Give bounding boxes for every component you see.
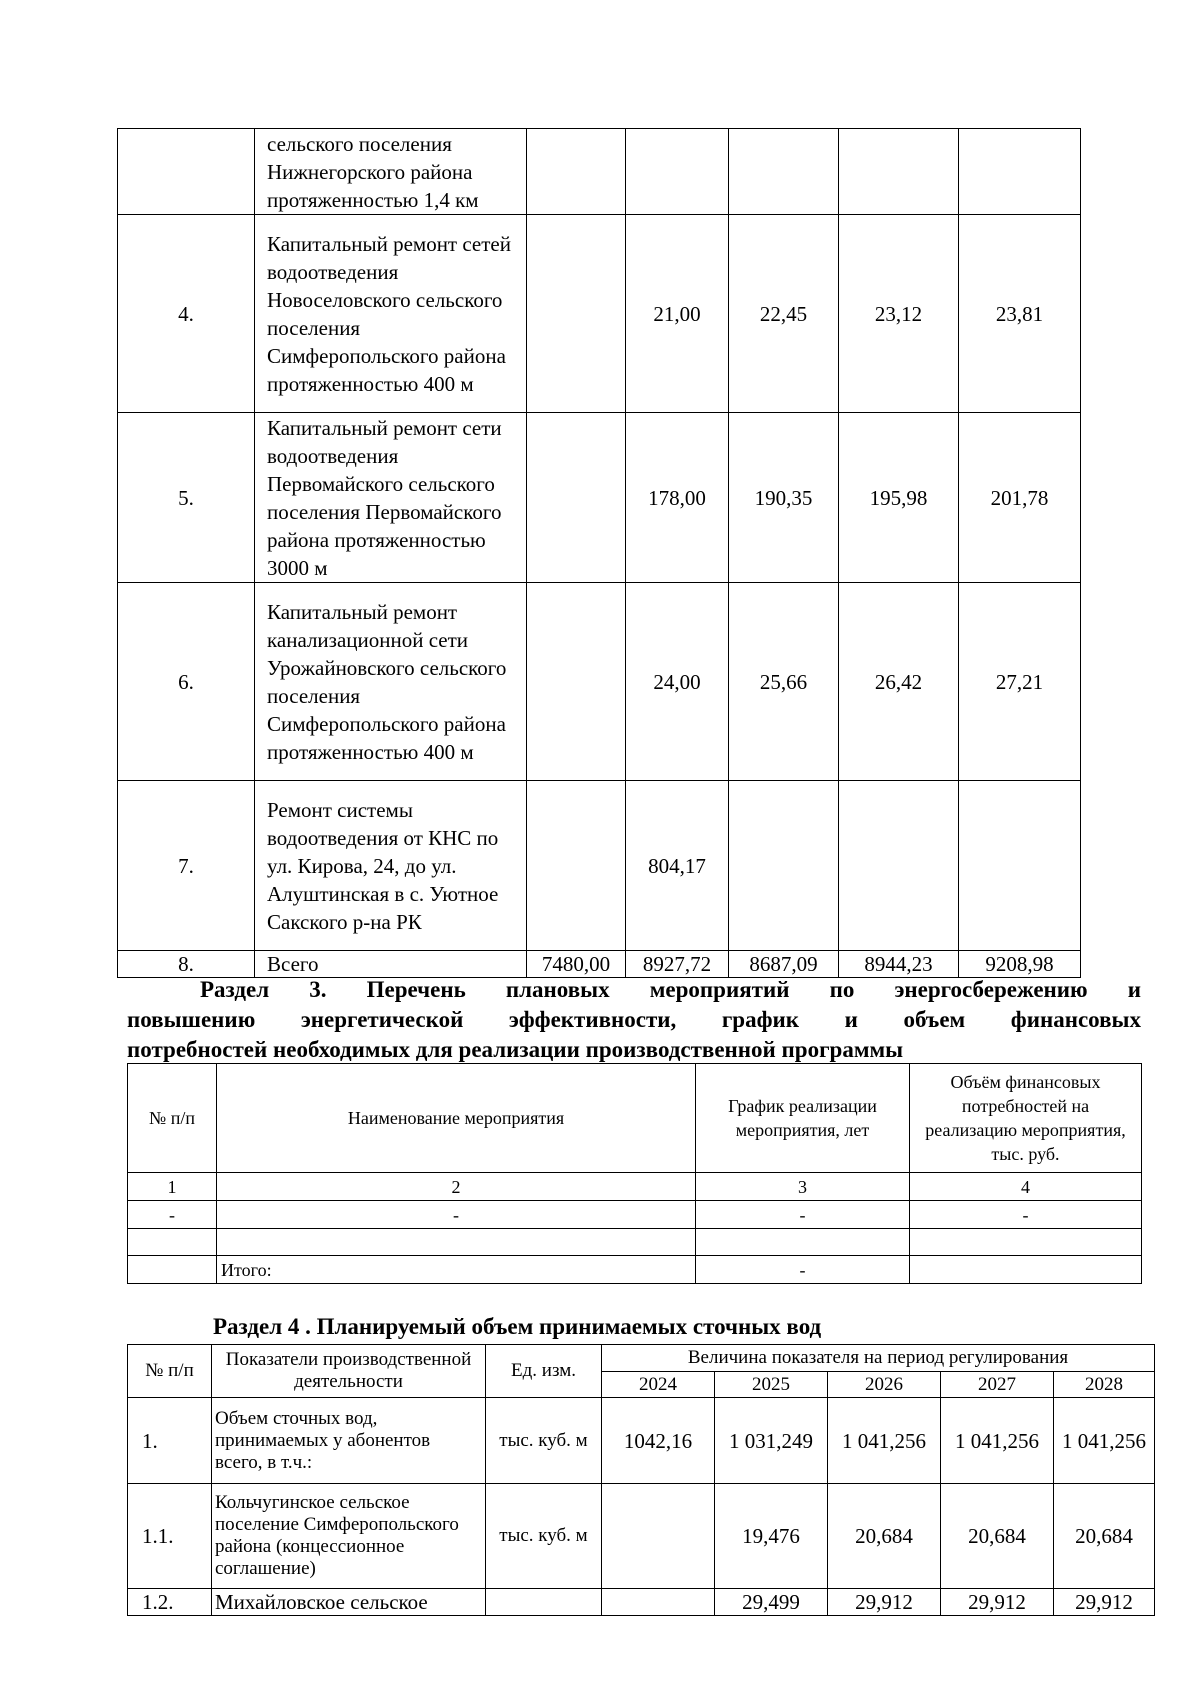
total-label: Итого: <box>217 1256 696 1284</box>
cell-value <box>527 215 626 413</box>
cell-value: 26,42 <box>839 583 959 781</box>
cell-value <box>959 129 1081 215</box>
row-number: 4. <box>118 215 255 413</box>
cell-value: 21,00 <box>626 215 729 413</box>
section3-heading <box>127 975 1141 1065</box>
table-row <box>128 1484 1155 1589</box>
header-finance: Объём финансовых потребностей на реализацию мероприятия, тыс. руб. <box>910 1064 1142 1173</box>
cell-value: 190,35 <box>729 413 839 583</box>
cell-value <box>602 1589 715 1616</box>
cell-dash: - <box>696 1256 910 1284</box>
cell-value: 1 031,249 <box>715 1398 828 1484</box>
cell-value: 195,98 <box>839 413 959 583</box>
cell-value: 19,476 <box>715 1484 828 1589</box>
cell-value <box>527 129 626 215</box>
cell-dash: - <box>910 1201 1142 1229</box>
row-number <box>118 129 255 215</box>
row-name: сельского поселения Нижнегорского района протяженностью 1,4 км <box>255 129 527 215</box>
table-row <box>128 1229 1142 1256</box>
section4-heading: Раздел 4 . Планируемый объем принимаемых сточных вод <box>213 1314 822 1339</box>
header-schedule: График реализации мероприятия, лет <box>696 1064 910 1173</box>
cell-value: 20,684 <box>941 1484 1054 1589</box>
cell-value <box>839 781 959 951</box>
row-number: 7. <box>118 781 255 951</box>
header-num: № п/п <box>128 1345 212 1398</box>
cell-value: 7480,00 <box>527 951 626 978</box>
cell-value: 29,912 <box>941 1589 1054 1616</box>
cell-value: 9208,98 <box>959 951 1081 978</box>
table-row <box>128 1398 1155 1484</box>
cell-value <box>527 781 626 951</box>
row-name: Всего <box>255 951 527 978</box>
continuation-table <box>117 128 1081 978</box>
table-row-total <box>118 951 1081 978</box>
header-year: 2027 <box>941 1372 1054 1398</box>
table-header-row <box>128 1345 1155 1372</box>
cell-value: 23,81 <box>959 215 1081 413</box>
row-name: Кольчугинское сельское поселение Симферопольского района (концессионное соглашение) <box>212 1484 486 1589</box>
row-name: Объем сточных вод, принимаемых у абонентов всего, в т.ч.: <box>212 1398 486 1484</box>
row-name: Капитальный ремонт сетей водоотведения Новоселовского сельского поселения Симферопольского района протяженностью 400 м <box>255 215 527 413</box>
row-unit: тыс. куб. м <box>486 1398 602 1484</box>
cell-value: 1 041,256 <box>828 1398 941 1484</box>
cell-value <box>527 413 626 583</box>
cell-value: 23,12 <box>839 215 959 413</box>
cell-value: 29,912 <box>1054 1589 1155 1616</box>
row-number: 1. <box>128 1398 212 1484</box>
cell-value: 29,912 <box>828 1589 941 1616</box>
table-row <box>118 781 1081 951</box>
row-number: 1.1. <box>128 1484 212 1589</box>
cell-value: 1 041,256 <box>941 1398 1054 1484</box>
cell-value: 24,00 <box>626 583 729 781</box>
cell-value <box>729 781 839 951</box>
column-number: 4 <box>910 1173 1142 1201</box>
cell-empty <box>128 1229 217 1256</box>
wastewater-volume-table <box>127 1344 1155 1616</box>
row-unit <box>486 1589 602 1616</box>
cell-value <box>839 129 959 215</box>
table-row <box>118 583 1081 781</box>
header-year: 2024 <box>602 1372 715 1398</box>
section3-heading-line: потребностей необходимых для реализации производственной программы <box>127 1037 904 1062</box>
row-name: Ремонт системы водоотведения от КНС по ул. Кирова, 24, до ул. Алуштинская в с. Уютное Сакского р-на РК <box>255 781 527 951</box>
cell-value: 8927,72 <box>626 951 729 978</box>
cell-value: 25,66 <box>729 583 839 781</box>
table-row-total <box>128 1256 1142 1284</box>
table-row <box>118 129 1081 215</box>
cell-value: 178,00 <box>626 413 729 583</box>
cell-value <box>527 583 626 781</box>
cell-dash: - <box>696 1201 910 1229</box>
row-number: 5. <box>118 413 255 583</box>
cell-dash: - <box>217 1201 696 1229</box>
cell-empty <box>217 1229 696 1256</box>
header-year: 2025 <box>715 1372 828 1398</box>
table-row <box>128 1589 1155 1616</box>
cell-value: 20,684 <box>1054 1484 1155 1589</box>
energy-saving-table <box>127 1063 1142 1284</box>
row-number: 8. <box>118 951 255 978</box>
cell-value <box>626 129 729 215</box>
cell-value: 201,78 <box>959 413 1081 583</box>
cell-value: 20,684 <box>828 1484 941 1589</box>
cell-value: 804,17 <box>626 781 729 951</box>
cell-value: 29,499 <box>715 1589 828 1616</box>
row-name: Капитальный ремонт канализационной сети Урожайновского сельского поселения Симферопольского района протяженностью 400 м <box>255 583 527 781</box>
row-number: 1.2. <box>128 1589 212 1616</box>
row-unit: тыс. куб. м <box>486 1484 602 1589</box>
table-row <box>118 413 1081 583</box>
column-number: 1 <box>128 1173 217 1201</box>
table-row <box>128 1173 1142 1201</box>
cell-empty <box>128 1256 217 1284</box>
section3-heading-line: Раздел 3. Перечень плановых мероприятий по энергосбережению и <box>200 977 1141 1002</box>
cell-value <box>959 781 1081 951</box>
cell-value: 8687,09 <box>729 951 839 978</box>
table-row <box>118 215 1081 413</box>
row-name: Капитальный ремонт сети водоотведения Первомайского сельского поселения Первомайского района протяженностью 3000 м <box>255 413 527 583</box>
cell-value: 27,21 <box>959 583 1081 781</box>
row-number: 6. <box>118 583 255 781</box>
section3-heading-line: повышению энергетической эффективности, график и объем финансовых <box>127 1007 1141 1032</box>
header-num: № п/п <box>128 1064 217 1173</box>
cell-value: 8944,23 <box>839 951 959 978</box>
cell-value: 1042,16 <box>602 1398 715 1484</box>
row-name: Михайловское сельское <box>212 1589 486 1616</box>
cell-value <box>729 129 839 215</box>
header-name: Наименование мероприятия <box>217 1064 696 1173</box>
cell-value: 22,45 <box>729 215 839 413</box>
header-indicator: Показатели производственной деятельности <box>212 1345 486 1398</box>
header-period: Величина показателя на период регулирования <box>602 1345 1155 1372</box>
cell-dash: - <box>128 1201 217 1229</box>
cell-value: 1 041,256 <box>1054 1398 1155 1484</box>
table-row <box>128 1201 1142 1229</box>
cell-empty <box>910 1256 1142 1284</box>
column-number: 2 <box>217 1173 696 1201</box>
header-unit: Ед. изм. <box>486 1345 602 1398</box>
header-year: 2028 <box>1054 1372 1155 1398</box>
column-number: 3 <box>696 1173 910 1201</box>
header-year: 2026 <box>828 1372 941 1398</box>
cell-empty <box>910 1229 1142 1256</box>
cell-empty <box>696 1229 910 1256</box>
table-header-row <box>128 1064 1142 1173</box>
cell-value <box>602 1484 715 1589</box>
